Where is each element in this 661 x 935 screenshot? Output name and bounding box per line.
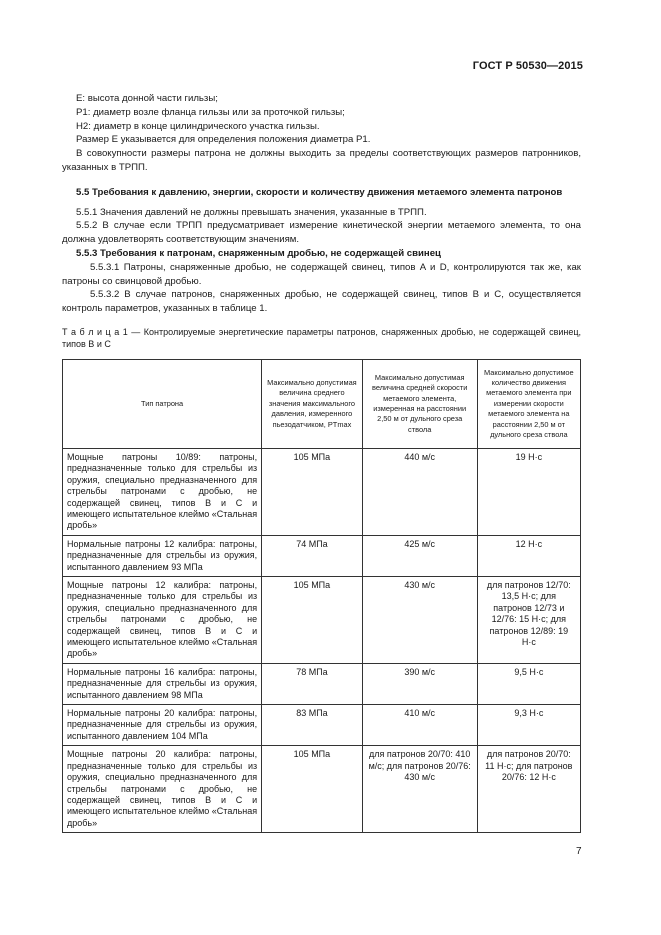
cell-type: Мощные патроны 12 калибра: патроны, предназначенные только для стрельбы из оружия, специально предназначенного для стрельбы патронами с дробью, не содержащей свинец, типов B и C и имеющего испытательное клеймо «Стальная дробь» xyxy=(63,577,262,664)
paragraph-5-5-1: 5.5.1 Значения давлений не должны превышать значения, указанные в ТРПП. xyxy=(76,206,427,218)
cell-momentum: 12 Н·с xyxy=(477,535,580,576)
cell-velocity: 440 м/с xyxy=(362,448,477,535)
table-row xyxy=(63,705,581,746)
cell-type: Мощные патроны 20 калибра: патроны, предназначенные только для стрельбы из оружия, специально предназначенного для стрельбы патронами с дробью, не содержащей свинец, типов B и C и имеющего испытательное клеймо «Стальная дробь» xyxy=(63,746,262,833)
cell-momentum: для патронов 20/70: 11 Н·с; для патронов 20/76: 12 Н·с xyxy=(477,746,580,833)
cell-type: Нормальные патроны 12 калибра: патроны, предназначенные для стрельбы из оружия, испытанного давлением 93 МПа xyxy=(63,535,262,576)
cell-velocity: 410 м/с xyxy=(362,705,477,746)
page-content xyxy=(62,92,581,833)
paragraph-e: E: высота донной части гильзы; xyxy=(76,93,218,104)
header-cartridge-type: Тип патрона xyxy=(63,359,262,448)
table-row xyxy=(63,663,581,704)
paragraph-p1: P1: диаметр возле фланца гильзы или за проточкой гильзы; xyxy=(76,106,345,118)
section-heading-5-5: 5.5 Требования к давлению, энергии, скорости и количеству движения метаемого элемента патронов xyxy=(76,186,563,198)
table-header-row xyxy=(63,359,581,448)
cell-velocity: 390 м/с xyxy=(362,663,477,704)
table-row xyxy=(63,535,581,576)
header-max-momentum: Максимально допустимое количество движения метаемого элемента при измерении скорости метаемого элемента на расстоянии 2,50 м от дульного среза ствола xyxy=(477,359,580,448)
cell-pressure: 74 МПа xyxy=(262,535,363,576)
cell-momentum: 9,3 Н·с xyxy=(477,705,580,746)
cell-pressure: 78 МПа xyxy=(262,663,363,704)
page-number: 7 xyxy=(576,846,582,857)
cell-velocity: 430 м/с xyxy=(362,577,477,664)
cell-pressure: 105 МПа xyxy=(262,448,363,535)
cell-type: Нормальные патроны 20 калибра: патроны, предназначенные для стрельбы из оружия, испытанного давлением 104 МПа xyxy=(63,705,262,746)
paragraph-5-5-3-2: 5.5.3.2 В случае патронов, снаряженных дробью, не содержащей свинец, типов B и C, осуществляется контроль параметров, указанных в таблице 1. xyxy=(62,289,581,315)
header-max-pressure: Максимально допустимая величина среднего значения максимального давления, измеренного пьезодатчиком, PTmax xyxy=(262,359,363,448)
cell-pressure: 105 МПа xyxy=(262,577,363,664)
table-row xyxy=(63,577,581,664)
cell-momentum: 19 Н·с xyxy=(477,448,580,535)
table-caption-label: Т а б л и ц а 1 xyxy=(62,326,128,337)
cell-velocity: для патронов 20/70: 410 м/с; для патронов 20/76: 430 м/с xyxy=(362,746,477,833)
cell-velocity: 425 м/с xyxy=(362,535,477,576)
cell-momentum: 9,5 Н·с xyxy=(477,663,580,704)
table-caption-text: — Контролируемые энергетические параметры патронов, снаряженных дробью, не содержащей свинец, типов B и C xyxy=(62,326,582,350)
cell-pressure: 105 МПа xyxy=(262,746,363,833)
paragraph-dimensions: В совокупности размеры патрона не должны выходить за пределы соответствующих размеров патронников, указанных в ТРПП. xyxy=(62,148,581,173)
cell-pressure: 83 МПа xyxy=(262,705,363,746)
document-header: ГОСТ Р 50530—2015 xyxy=(472,60,583,72)
paragraph-h2: H2: диаметр в конце цилиндрического участка гильзы. xyxy=(76,120,320,132)
cell-momentum: для патронов 12/70: 13,5 Н·с; для патронов 12/73 и 12/76: 15 Н·с; для патронов 12/89: 19 Н·с xyxy=(477,577,580,664)
cell-type: Мощные патроны 10/89: патроны, предназначенные только для стрельбы из оружия, специально предназначенного для стрельбы патронами с дробью, не содержащей свинец, типов B и C и имеющего испытательное клеймо «Стальная дробь» xyxy=(63,448,262,535)
table-caption xyxy=(62,326,581,351)
subsection-heading-5-5-3: 5.5.3 Требования к патронам, снаряженным дробью, не содержащей свинец xyxy=(76,247,441,259)
header-max-velocity: Максимально допустимая величина средней скорости метаемого элемента, измеренная на расстоянии 2,50 м от дульного среза ствола xyxy=(362,359,477,448)
table-row xyxy=(63,746,581,833)
parameters-table xyxy=(62,359,581,833)
table-row xyxy=(63,448,581,535)
cell-type: Нормальные патроны 16 калибра: патроны, предназначенные для стрельбы из оружия, испытанного давлением 98 МПа xyxy=(63,663,262,704)
paragraph-size-e: Размер E указывается для определения положения диаметра P1. xyxy=(76,134,371,146)
paragraph-5-5-3-1: 5.5.3.1 Патроны, снаряженные дробью, не содержащей свинец, типов A и D, контролируются так же, как патроны со свинцовой дробью. xyxy=(62,261,581,287)
paragraph-5-5-2: 5.5.2 В случае если ТРПП предусматривает измерение кинетической энергии метаемого элемента, то она должна удовлетворять соответствующим значениям. xyxy=(62,220,581,246)
